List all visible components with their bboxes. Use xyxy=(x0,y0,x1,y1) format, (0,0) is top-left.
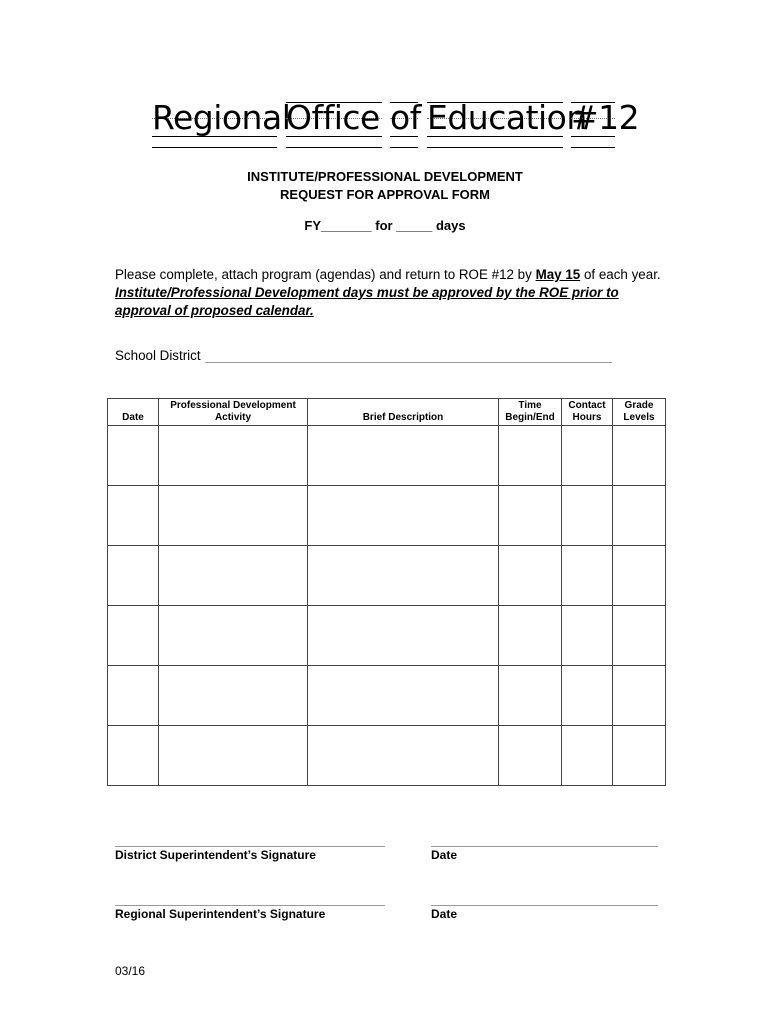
header-contact-hours: Contact Hours xyxy=(562,399,613,426)
fy-days-line: FY_______ for _____ days xyxy=(304,218,466,233)
cell-grade-levels[interactable] xyxy=(613,726,666,786)
cell-description[interactable] xyxy=(308,426,499,486)
logo-word xyxy=(427,98,587,154)
cell-activity[interactable] xyxy=(159,426,308,486)
cell-grade-levels[interactable] xyxy=(613,486,666,546)
cell-activity[interactable] xyxy=(159,546,308,606)
header-grade-levels: Grade Levels xyxy=(613,399,666,426)
cell-contact-hours[interactable] xyxy=(562,546,613,606)
cell-contact-hours[interactable] xyxy=(562,666,613,726)
table-row xyxy=(108,546,666,606)
table-header-row xyxy=(108,399,666,426)
cell-activity[interactable] xyxy=(159,666,308,726)
approval-notice: Institute/Professional Development days must be approved by the ROE prior to approval of proposed calendar. xyxy=(115,285,619,318)
logo-word xyxy=(152,98,291,154)
cell-contact-hours[interactable] xyxy=(562,606,613,666)
logo-word-text: Education xyxy=(427,98,587,137)
cell-description[interactable] xyxy=(308,606,499,666)
roe-logo xyxy=(152,98,640,154)
cell-activity[interactable] xyxy=(159,486,308,546)
cell-date[interactable] xyxy=(108,606,159,666)
logo-word-text: Regional xyxy=(152,98,291,137)
logo-word-text: #12 xyxy=(571,98,640,137)
district-signature-field[interactable] xyxy=(115,846,385,847)
cell-activity[interactable] xyxy=(159,726,308,786)
cell-date[interactable] xyxy=(108,666,159,726)
regional-signature-field[interactable] xyxy=(115,905,385,906)
cell-time[interactable] xyxy=(499,726,562,786)
table-row xyxy=(108,666,666,726)
logo-word-text: Office xyxy=(286,98,380,137)
form-title xyxy=(0,168,770,204)
cell-description[interactable] xyxy=(308,666,499,726)
cell-activity[interactable] xyxy=(159,606,308,666)
cell-grade-levels[interactable] xyxy=(613,546,666,606)
activity-table xyxy=(107,398,666,786)
form-title-line: INSTITUTE/PROFESSIONAL DEVELOPMENT xyxy=(247,169,523,184)
cell-date[interactable] xyxy=(108,726,159,786)
regional-date-field[interactable] xyxy=(431,905,658,906)
logo-word xyxy=(286,98,382,154)
header-description: Brief Description xyxy=(308,399,499,426)
revision-code: 03/16 xyxy=(115,964,146,978)
cell-contact-hours[interactable] xyxy=(562,426,613,486)
cell-description[interactable] xyxy=(308,546,499,606)
regional-signature-label: Regional Superintendent’s Signature xyxy=(115,907,326,921)
table-row xyxy=(108,486,666,546)
instructions xyxy=(115,266,675,320)
cell-grade-levels[interactable] xyxy=(613,666,666,726)
regional-date-label: Date xyxy=(431,907,458,921)
school-district-label: School District xyxy=(115,348,201,363)
district-signature-label: District Superintendent’s Signature xyxy=(115,848,316,862)
logo-word xyxy=(390,98,421,154)
header-time: Time Begin/End xyxy=(499,399,562,426)
table-row xyxy=(108,726,666,786)
cell-contact-hours[interactable] xyxy=(562,486,613,546)
cell-date[interactable] xyxy=(108,546,159,606)
cell-time[interactable] xyxy=(499,486,562,546)
header-date: Date xyxy=(108,399,159,426)
cell-description[interactable] xyxy=(308,486,499,546)
header-activity: Professional Development Activity xyxy=(159,399,308,426)
logo-word xyxy=(571,98,640,154)
cell-time[interactable] xyxy=(499,426,562,486)
cell-grade-levels[interactable] xyxy=(613,606,666,666)
table-row xyxy=(108,426,666,486)
cell-time[interactable] xyxy=(499,606,562,666)
instructions-text: of each year. xyxy=(580,267,661,282)
cell-date[interactable] xyxy=(108,426,159,486)
cell-time[interactable] xyxy=(499,666,562,726)
district-date-label: Date xyxy=(431,848,458,862)
cell-date[interactable] xyxy=(108,486,159,546)
table-body xyxy=(108,426,666,786)
district-date-field[interactable] xyxy=(431,846,658,847)
cell-grade-levels[interactable] xyxy=(613,426,666,486)
cell-time[interactable] xyxy=(499,546,562,606)
cell-contact-hours[interactable] xyxy=(562,726,613,786)
logo-word-text: of xyxy=(390,98,421,137)
deadline-date: May 15 xyxy=(535,267,581,282)
school-district-field[interactable] xyxy=(205,362,612,363)
instructions-text: Please complete, attach program (agendas) and return to ROE #12 by xyxy=(115,267,536,282)
form-title-line: REQUEST FOR APPROVAL FORM xyxy=(280,187,490,202)
table-row xyxy=(108,606,666,666)
cell-description[interactable] xyxy=(308,726,499,786)
